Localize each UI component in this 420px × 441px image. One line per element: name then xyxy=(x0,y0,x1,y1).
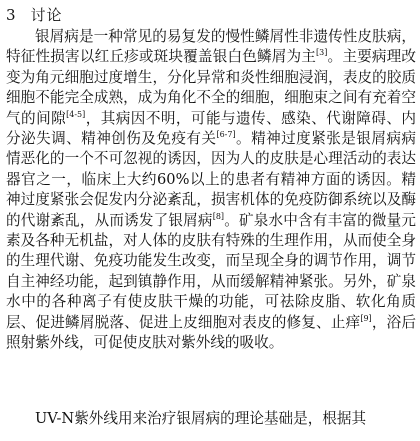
paragraph-text: 。矿泉水中含有丰富的微量元素及各种无机盐，对人体的皮肤有特殊的生理作用，从而使全身的生理代谢、免疫功能发生改变，而呈现全身的调节作用，调节自主神经功能，起到镇静作用，从而缓解精神紧张。另外，矿泉水中的各种离子有使皮肤干燥的功能，可祛除皮脂、软化角质层、促进鳞屑脱落、促进上皮细胞对表皮的修复、止痒 xyxy=(6,211,416,331)
paragraph-text: UV-N紫外线用来治疗银屑病的理论基础是，根据其 xyxy=(35,410,367,427)
citation: [8] xyxy=(212,211,225,221)
section-heading xyxy=(6,4,63,25)
citation: [9] xyxy=(360,313,372,323)
body-paragraph-next xyxy=(6,409,416,429)
section-number: 3 xyxy=(6,6,17,24)
paragraph-text: ，浴后照射紫外线，可促使皮肤对紫外线的吸收。 xyxy=(6,313,416,352)
citation: [6-7] xyxy=(216,130,236,140)
body-paragraph xyxy=(6,27,416,354)
paragraph-text: ，其病因不明，可能与遗传、感染、代谢障碍、内分泌失调、精神创伤及免疫有关 xyxy=(6,109,416,148)
citation: [3] xyxy=(316,48,328,58)
paragraph-text: 。精神过度紧张是银屑病病情恶化的一个不可忽视的诱因，因为人的皮肤是心理活动的表达器官之一，临床上大约60%以上的患者有精神方面的诱因。精神过度紧张会促发内分泌紊乱，损害机体的免疫防御系统以及酶的代谢紊乱，从而诱发了银屑病 xyxy=(6,130,416,229)
paragraph-text: 。主要病理改变为角元细胞过度增生，分化异常和炎性细胞浸润，表皮的胶质细胞不能完全成熟，成为角化不全的细胞，细胞束之间有充着空气的间隙 xyxy=(6,48,416,127)
citation: [4-5] xyxy=(66,109,86,119)
paragraph-text: 银屑病是一种常见的易复发的慢性鳞屑性非遗传性皮肤病，特征性损害以红丘疹或斑块覆盖银白色鳞屑为主 xyxy=(6,28,416,66)
section-title: 讨论 xyxy=(30,6,63,24)
